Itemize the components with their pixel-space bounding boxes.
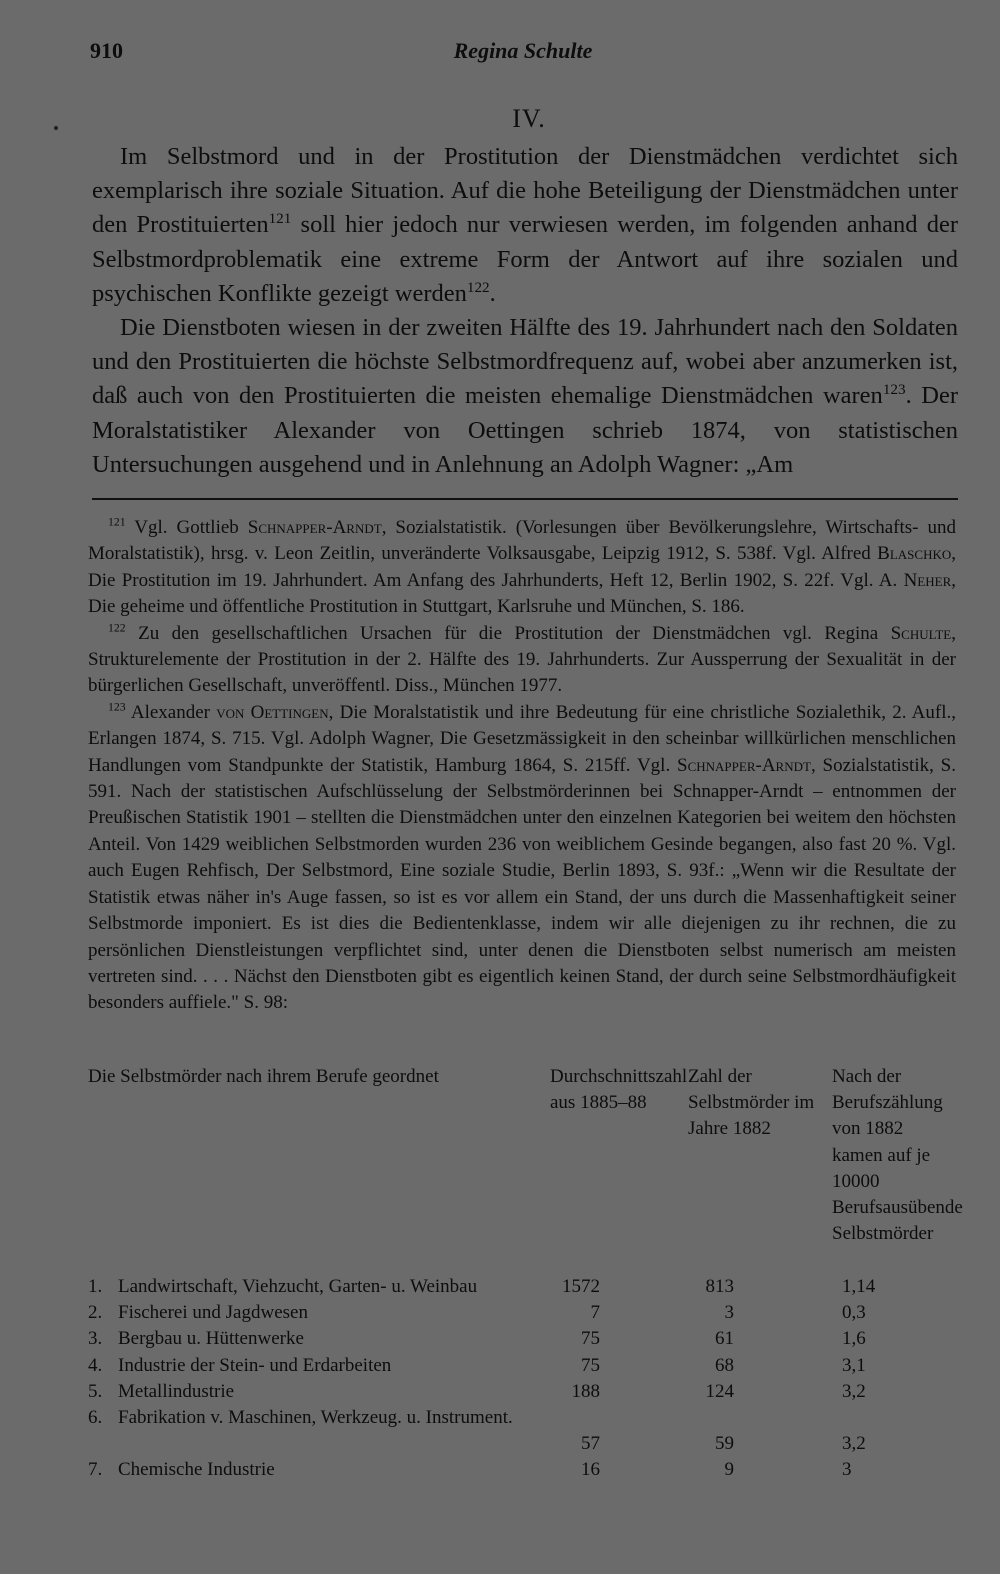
page-number: 910 <box>90 38 123 63</box>
author-name: Schnapper-Arndt <box>247 517 382 538</box>
row-number: 6. <box>88 1406 103 1428</box>
cell-count-1882: 3 <box>724 1302 734 1324</box>
text-run: , Die Prostitution im 19. Jahrhundert. Am Anfang des Jahrhunderts, Heft 12, Berlin 1902, S. 22f. Vgl. A. <box>88 543 956 591</box>
row-label: Fischerei und Jagdwesen <box>118 1302 308 1324</box>
footnote-ref: 122 <box>466 278 490 296</box>
table-row <box>88 1379 968 1405</box>
row-number: 3. <box>88 1328 103 1350</box>
cell-rate: 1,6 <box>842 1328 866 1350</box>
text-run: . <box>489 279 496 307</box>
row-label: Bergbau u. Hüttenwerke <box>118 1328 304 1350</box>
text-run: , Die Moralstatistik und ihre Bedeutung für eine christliche Sozialethik, 2. Aufl., Erlangen 1874, S. 715. Vgl. Adolph Wagner, Die Gesetzmässigkeit in den scheinbar willkürlichen menschlichen Handlungen vom Standpunkte der Statistik, Hamburg 1864, S. 215ff. Vgl. <box>88 701 956 776</box>
footnote-121 <box>88 515 956 621</box>
paragraph <box>92 140 958 311</box>
page-header <box>90 38 956 68</box>
author-name: Schnapper-Arndt <box>677 754 811 776</box>
row-number: 4. <box>88 1354 103 1376</box>
row-number: 2. <box>88 1302 103 1324</box>
cell-average: 1572 <box>562 1276 600 1297</box>
table-header <box>88 1064 968 1274</box>
text-run: , Sozialstatistik, S. 591. Nach der statistischen Aufschlüsselung der Selbstmörderinnen bei Schnapper-Arndt – entnommen der Preußischen Statistik 1901 – stellten die Dienstmädchen unter den einzelnen Kategorien bei weitem den höchsten Anteil. Von 1429 weiblichen Selbstmorden wurden 236 von weiblichem Gesinde begangen, also fast 20 %. Vgl. auch Eugen Rehfisch, Der Selbstmord, Eine soziale Studie, Berlin 1893, S. 93f.: „Wenn wir die Resultate der Statistik etwas näher in's Auge fassen, so ist es vor allem ein Stand, der uns durch die Massenhaftigkeit seiner Selbstmorde imponiert. Es ist dies die Bedientenklasse, indem wir alle diejenigen zu ihr rechnen, die zu persönlichen Dienstleistungen verpflichtet sind, unter denen die Dienstboten selbst numerisch am meisten vertreten sind. . . . Nächst den Dienstboten gibt es eigentlich keinen Stand, der durch seine Selbstmordhäufigkeit besonders auffiele." S. 98: <box>88 754 956 1014</box>
footnote-rule <box>92 498 958 500</box>
text-run: Die Dienstboten wiesen in der zweiten Hälfte des 19. Jahrhundert nach den Soldaten und den Prostituierten die höchste Selbstmordfrequenz auf, wobei aber anzumerken ist, daß auch von den Prostituierten die meisten ehemalige Dienstmädchen waren <box>92 314 958 410</box>
footnote-number: 123 <box>108 700 126 714</box>
table-caption: Die Selbstmörder nach ihrem Berufe geordnet <box>88 1066 439 1087</box>
cell-rate: 3 <box>842 1459 852 1481</box>
table-row <box>88 1274 968 1300</box>
cell-rate: 3,2 <box>842 1433 866 1455</box>
text-run: Im Selbstmord und in der Prostitution der Dienstmädchen verdichtet sich exemplarisch ihre soziale Situation. Auf die hohe Beteiligung der Dienstmädchen unter den Prostituierten <box>92 143 958 239</box>
row-label: Chemische Industrie <box>118 1459 275 1481</box>
text-run: . Der Moralstatistiker Alexander von Oettingen schrieb 1874, von statistischen Untersuchungen ausgehend und in Anlehnung an Adolph Wagner: „Am <box>92 382 958 478</box>
cell-count-1882: 124 <box>705 1380 734 1402</box>
section-heading: IV. <box>512 104 546 133</box>
footnote-number: 121 <box>108 515 126 529</box>
text-run: Zu den gesellschaftlichen Ursachen für die Prostitution der Dienstmädchen vgl. Regina <box>125 622 891 644</box>
table-row <box>88 1326 968 1352</box>
text-run: soll hier jedoch nur verwiesen werden, im folgenden anhand der Selbstmordproblematik eine extreme Form der Antwort auf ihre sozialen und psychischen Konflikte gezeigt werden <box>92 211 959 307</box>
cell-rate: 1,14 <box>842 1276 876 1297</box>
row-number: 1. <box>88 1276 103 1297</box>
cell-average: 57 <box>581 1433 600 1455</box>
author-name: von Oettingen <box>216 701 329 723</box>
table-row <box>88 1405 968 1457</box>
cell-count-1882: 9 <box>724 1459 734 1481</box>
row-label: Fabrikation v. Maschinen, Werkzeug. u. Instrument. <box>118 1406 513 1428</box>
row-number: 7. <box>88 1459 103 1481</box>
footnote-ref: 123 <box>882 381 906 399</box>
text-run: , Sozialstatistik. (Vorlesungen über Bevölkerungslehre, Wirtschafts- und Moralstatistik), hrsg. v. Leon Zeitlin, unveränderte Volksausgabe, Leipzig 1912, S. 538f. Vgl. Alfred <box>88 517 956 565</box>
paragraph <box>92 311 958 482</box>
cell-rate: 3,2 <box>842 1380 866 1402</box>
body-text <box>92 140 958 482</box>
cell-count-1882: 68 <box>715 1354 734 1376</box>
footnotes <box>88 515 956 1017</box>
row-number: 5. <box>88 1380 103 1402</box>
author-name: Schulte <box>890 622 952 644</box>
cell-average: 75 <box>581 1328 600 1350</box>
cell-average: 7 <box>590 1302 600 1324</box>
column-header-rate: Nach der Berufszählung von 1882 kamen auf je 10000 Berufsausübende Selbstmörder <box>832 1066 963 1245</box>
table-row <box>88 1353 968 1379</box>
cell-average: 188 <box>571 1380 600 1402</box>
column-header-count-1882: Zahl der Selbstmörder im Jahre 1882 <box>688 1066 815 1140</box>
footnote-123 <box>88 700 956 1017</box>
author-name: Neher <box>903 569 952 591</box>
row-label: Industrie der Stein- und Erdarbeiten <box>118 1354 392 1376</box>
footnote-ref: 121 <box>268 210 292 228</box>
column-header-average: Durchschnittszahl aus 1885–88 <box>550 1066 688 1114</box>
cell-rate: 0,3 <box>842 1302 866 1324</box>
table-row <box>88 1457 968 1483</box>
table-row <box>88 1300 968 1326</box>
text-run: Vgl. Gottlieb <box>125 517 248 538</box>
text-run: , Strukturelemente der Prostitution in der 2. Hälfte des 19. Jahrhunderts. Zur Aussperrung der Sexualität in der bürgerlichen Gesellschaft, unveröffentl. Diss., München 1977. <box>88 622 956 697</box>
cell-count-1882: 59 <box>715 1433 734 1455</box>
text-run: , Die geheime und öffentliche Prostitution in Stuttgart, Karlsruhe und München, S. 186. <box>88 569 956 618</box>
row-label: Landwirtschaft, Viehzucht, Garten- u. Weinbau <box>118 1276 478 1297</box>
suicide-table <box>88 1064 968 1484</box>
footnote-122 <box>88 621 956 700</box>
cell-average: 16 <box>581 1459 600 1481</box>
text-run: Alexander <box>125 701 217 723</box>
cell-average: 75 <box>581 1354 600 1376</box>
footnote-number: 122 <box>108 621 126 635</box>
cell-count-1882: 61 <box>715 1328 734 1350</box>
cell-count-1882: 813 <box>705 1276 734 1297</box>
author-name: Blaschko <box>877 543 952 565</box>
table-body <box>88 1274 968 1484</box>
cell-rate: 3,1 <box>842 1354 866 1376</box>
running-head: Regina Schulte <box>453 38 593 63</box>
row-label: Metallindustrie <box>118 1380 235 1402</box>
